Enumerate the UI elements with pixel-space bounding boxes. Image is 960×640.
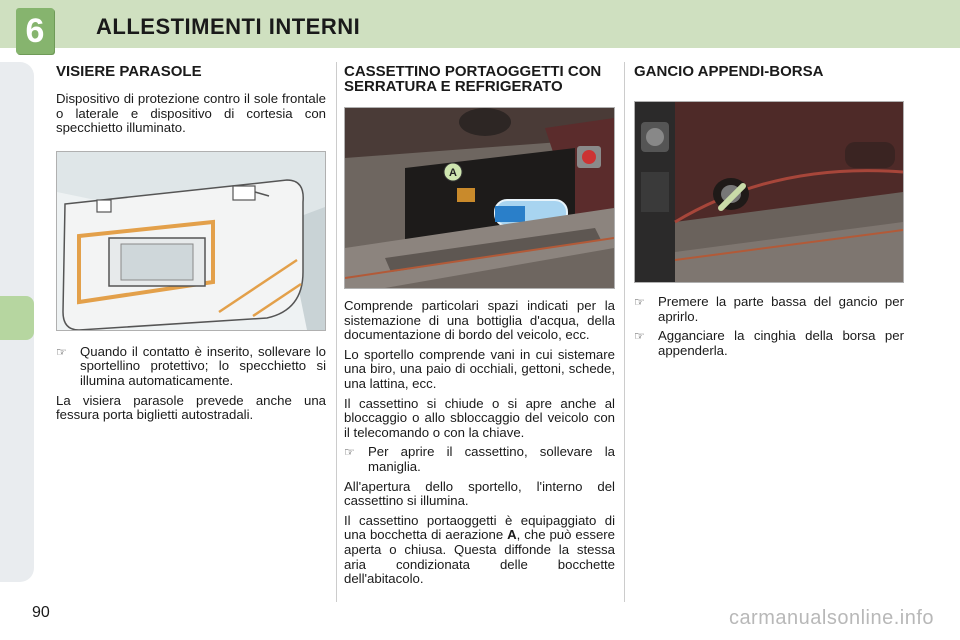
pointing-hand-icon: ☞ bbox=[56, 344, 67, 359]
column-divider bbox=[624, 62, 625, 602]
sun-visor-intro: Dispositivo di protezione contro il sole frontale o laterale e dispositivo di cortesia con specchietto illuminato. bbox=[56, 91, 326, 136]
section-title-glove-box: CASSETTINO PORTAOGGETTI CON SERRATURA E REFRIGERATO bbox=[344, 63, 602, 95]
sun-visor-note: La visiera parasole prevede anche una fessura porta biglietti autostradali. bbox=[56, 392, 326, 423]
glove-box-para-4: All'apertura dello sportello, l'interno del cassettino si illumina. bbox=[344, 478, 615, 509]
glove-box-para-3: Il cassettino si chiude o si apre anche al bloccaggio o allo sbloccaggio del veicolo con il telecomando o con la chiave. bbox=[344, 395, 615, 440]
section-title-bag-hook: GANCIO APPENDI-BORSA bbox=[634, 63, 824, 80]
watermark: carmanualsonline.info bbox=[728, 607, 934, 629]
glove-box-para-1: Comprende particolari spazi indicati per la sistemazione di una bottiglia d'acqua, della documentazione di bordo del veicolo, ecc. bbox=[344, 298, 615, 343]
column-sun-visors bbox=[56, 64, 326, 428]
page-title: ALLESTIMENTI INTERNI bbox=[96, 14, 361, 39]
glove-box-para-2: Lo sportello comprende vani in cui sistemare una biro, una paio di occhiali, gettoni, schede, una lattina, ecc. bbox=[344, 346, 615, 391]
marker-a-label: A bbox=[449, 167, 457, 179]
pointing-hand-icon: ☞ bbox=[634, 295, 645, 309]
glove-box-photo bbox=[344, 107, 615, 289]
bag-hook-photo bbox=[634, 101, 904, 283]
sun-visor-illustration bbox=[56, 151, 326, 331]
column-divider bbox=[336, 62, 337, 602]
section-title-sun-visors: VISIERE PARASOLE bbox=[56, 63, 202, 80]
glove-box-para-5: Il cassettino portaoggetti è equipaggiato di una bocchetta di aerazione A, che può essere aperta o chiusa. Questa diffonde la stessa aria condizionata delle bocchette dell'abitacolo. bbox=[344, 512, 615, 587]
column-glove-box bbox=[344, 64, 615, 592]
pointing-hand-icon: ☞ bbox=[634, 329, 645, 344]
glove-box-instruction: ☞ Per aprire il cassettino, sollevare la maniglia. bbox=[344, 444, 615, 474]
pointing-hand-icon: ☞ bbox=[344, 445, 355, 460]
bag-hook-instruction-1: ☞ Premere la parte bassa del gancio per aprirlo. bbox=[634, 294, 904, 324]
page-number: 90 bbox=[32, 604, 50, 621]
chapter-number: 6 bbox=[16, 8, 54, 54]
column-bag-hook bbox=[634, 64, 904, 363]
bag-hook-instruction-2: ☞ Agganciare la cinghia della borsa per appenderla. bbox=[634, 328, 904, 358]
chapter-tab bbox=[0, 296, 34, 340]
sun-visor-instruction: ☞ Quando il contatto è inserito, sollevare lo sportellino protettivo; lo specchietto si illumina automaticamente. bbox=[56, 343, 326, 388]
